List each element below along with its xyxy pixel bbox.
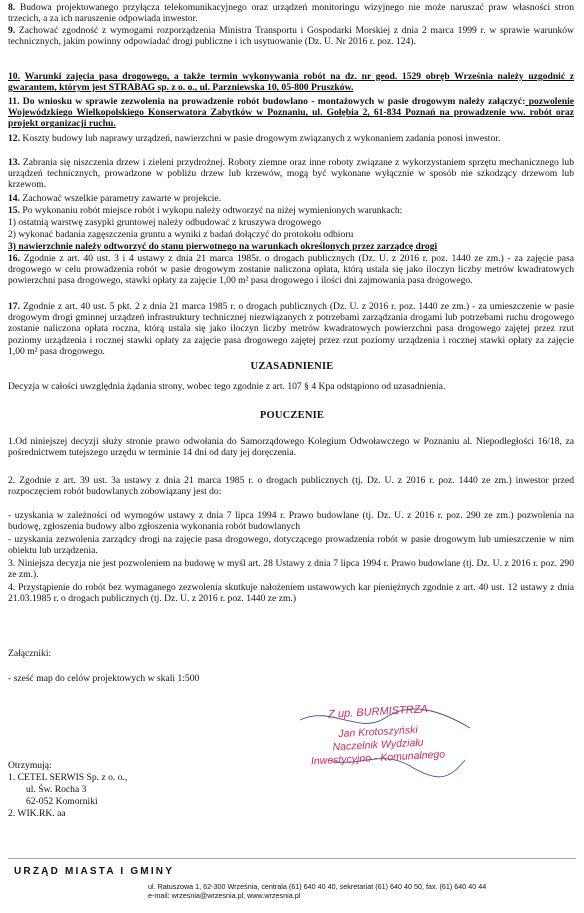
paragraph-12: 12. Koszty budowy lub naprawy urządzeń, nawierzchni w pasie drogowym związanych z wykonaniem zadania ponosi inwestor. bbox=[8, 133, 501, 144]
otrzymuja-line-1: 1. CETEL SERWIS Sp. z o. o., bbox=[8, 772, 128, 783]
uzasadnienie-text: Decyzja w całości uwzględnia żądania strony, wobec tego zgodnie z art. 107 § 4 Kpa odstąpiono od uzasadnienia. bbox=[8, 381, 446, 392]
footer-address-line: ul. Ratuszowa 1, 62-300 Września, centrala (61) 640 40 40, sekretariat (61) 640 40 50, fax. (61) 640 40 44 bbox=[148, 882, 487, 891]
paragraph-15-item-1: 1) ostatnią warstwę zasypki gruntowej należy odbudować z kruszywa drogowego bbox=[8, 217, 322, 228]
stamp-line-4: Inwestycyjno - Komunalnego bbox=[310, 748, 446, 768]
paragraph-15-item-3: 3) nawierzchnie należy odtworzyć do stanu pierwotnego na warunkach określonych przez zarządcę drogi bbox=[8, 241, 438, 252]
paragraph-15-item-2: 2) wykonać badania zagęszczenia gruntu a wyniki z badań dołączyć do protokołu odbioru bbox=[8, 229, 354, 240]
paragraph-16: 16. Zgodnie z art. 40 ust. 3 i 4 ustawy z dnia 21 marca 1985r. o drogach publicznych (Dz. U. z 2016 r. poz. 1440 ze zm.) - za zajęcie pasa drogowego w celu prowadzenia robót w pasie drogowym zostanie naliczona opłata, którą ustala się jako iloczyn liczby metrów kwadratowych powierzchni pasa drogowego, stawki opłaty za zajęcie 1,00 m² pasa drogowego i ilości dni zajmowania pasa drogowego. bbox=[8, 253, 574, 287]
pouczenie-item-2a: - uzyskania w zależności od wymogów ustawy z dnia 7 lipca 1994 r. Prawo budowlane (tj. Dz. U. z 2016 r. poz. 290 ze zm.) pozwolenia na budowę, zgłoszenia budowy albo zgłoszenia wykonania robót budowlanych bbox=[8, 510, 574, 533]
footer-address bbox=[148, 882, 486, 900]
stamp-line-2: Jan Krotoszyński bbox=[338, 723, 418, 741]
footer-brand: URZĄD MIASTA I GMINY bbox=[14, 866, 175, 877]
otrzymuja-label: Otrzymują: bbox=[8, 760, 52, 771]
stamp-line-1: Z up. BURMISTRZA bbox=[327, 703, 429, 721]
paragraph-9: 9. Zachować zgodność z wymogami rozporządzenia Ministra Transportu i Gospodarki Morskiej z dnia 2 marca 1999 r. w sprawie warunków technicznych, jakim powinny odpowiadać drogi publiczne i ich usytuowanie (Dz. U. Nr 2016 r. poz. 124). bbox=[8, 25, 574, 48]
paragraph-15: 15. Po wykonaniu robót miejsce robót i wykopu należy odtworzyć na niżej wymienionych warunkach: bbox=[8, 205, 403, 216]
paragraph-10: 10. Warunki zajęcia pasa drogowego, a także termin wykonywania robót na dz. nr geod. 1529 obręb Września należy uzgodnić z gwarantem, którym jest STRABAG sp. z o. o., ul. Parzniewska 10, 05-800 Pruszków. bbox=[8, 71, 574, 94]
footer-email-line[interactable]: e-mail: wrzesnia@wrzesnia.pl, www.wrzesnia.pl bbox=[148, 891, 301, 900]
zalaczniki-label: Załączniki: bbox=[8, 648, 52, 659]
otrzymuja-line-3: 62-052 Komorniki bbox=[26, 796, 98, 807]
paragraph-14: 14. Zachować wszelkie parametry zawarte w projekcie. bbox=[8, 193, 222, 204]
uzasadnienie-heading: UZASADNIENIE bbox=[250, 361, 334, 372]
pouczenie-item-4: 4. Przystąpienie do robót bez wymaganego zezwolenia skutkuje nałożeniem ustawowych kar pieniężnych zgodnie z art. 40 ust. 12 ustawy z dnia 21.03.1985 r. o drogach publicznych (tj. Dz. U. z 2016 r. poz. 1440 ze zm.) bbox=[8, 582, 574, 605]
footer-divider bbox=[8, 858, 576, 859]
otrzymuja-line-4: 2. WIK.RK. aa bbox=[8, 808, 66, 819]
stamp-line-3: Naczelnik Wydziału bbox=[332, 736, 424, 754]
pouczenie-item-3: 3. Niniejsza decyzja nie jest pozwoleniem na budowę w myśl art. 28 Ustawy z dnia 7 lipca 1994 r. Prawo budowlane (tj. Dz. U. z 2016 r. poz. 290 ze zm.). bbox=[8, 558, 574, 581]
otrzymuja-line-2: ul. Św. Rocha 3 bbox=[26, 784, 87, 795]
pouczenie-item-1: 1.Od niniejszej decyzji służy stronie prawo odwołania do Samorządowego Kolegium Odwoławczego w Poznaniu al. Niepodległości 16/18, za pośrednictwem tutejszego urzędu w terminie 14 dni od daty jej doręczenia. bbox=[8, 436, 574, 459]
pouczenie-item-2: 2. Zgodnie z art. 39 ust. 3a ustawy z dnia 21 marca 1985 r. o drogach publicznych (tj. Dz. U. z 2016 r. poz. 1440 ze zm.) inwestor przed rozpoczęciem robót budowlanych zobowiązany jest do: bbox=[8, 475, 574, 498]
pouczenie-item-2b: - uzyskania zezwolenia zarządcy drogi na zajęcie pasa drogowego, dotyczącego prowadzenia robót w pasie drogowym lub umieszczenie w nim obiektu lub urządzenia. bbox=[8, 534, 574, 557]
zalaczniki-item: - sześć map do celów projektowych w skali 1:500 bbox=[8, 673, 200, 684]
paragraph-17: 17. Zgodnie z art. 40 ust. 5 pkt. 2 z dnia 21 marca 1985 r. o drogach publicznych (Dz. U. z 2016 r. poz. 1440 ze zm.) - za umieszczenie w pasie drogowym drogi gminnej urządzeń infrastruktury technicznej niezwiązanych z potrzebami zarządzania drogami lub potrzebami ruchu drogowego zostanie naliczona opłata roczna, którą ustala się jako iloczyn liczby metrów kwadratowych powierzchni pasa drogowego zajętej przez rzut poziomy urządzenia i rocznej stawki opłaty za zajęcie pasa drogowego zajętej przez rzut poziomy urządzenia i rocznej stawki opłaty za zajęcie 1,00 m² pasa drogowego. bbox=[8, 301, 574, 357]
paragraph-11: 11. Do wniosku w sprawie zezwolenia na prowadzenie robót budowlano - montażowych w pasie drogowym należy załączyć: pozwolenie Wojewódzkiego Wielkopolskiego Konserwatora Zabytków w Poznaniu, ul. Gołębia 2, 61-834 Poznań na prowadzenie ww. robót oraz projekt organizacji ruchu. bbox=[8, 96, 574, 130]
paragraph-8: 8. Budowa projektowanego przyłącza telekomunikacyjnego oraz urządzeń monitoringu wizyjnego nie może naruszać praw własności stron trzecich, a za ich naruszenie odpowiada inwestor. bbox=[8, 2, 574, 25]
paragraph-13: 13. Zabrania się niszczenia drzew i zieleni przydrożnej. Roboty ziemne oraz inne roboty związane z wykorzystaniem sprzętu mechanicznego lub urządzeń technicznych, prowadzone w pobliżu drzew lub krzewów, mogą być wykonane wyłącznie w sposób nie szkodzący drzewom lub krzewom. bbox=[8, 157, 574, 191]
pouczenie-heading: POUCZENIE bbox=[259, 410, 325, 421]
